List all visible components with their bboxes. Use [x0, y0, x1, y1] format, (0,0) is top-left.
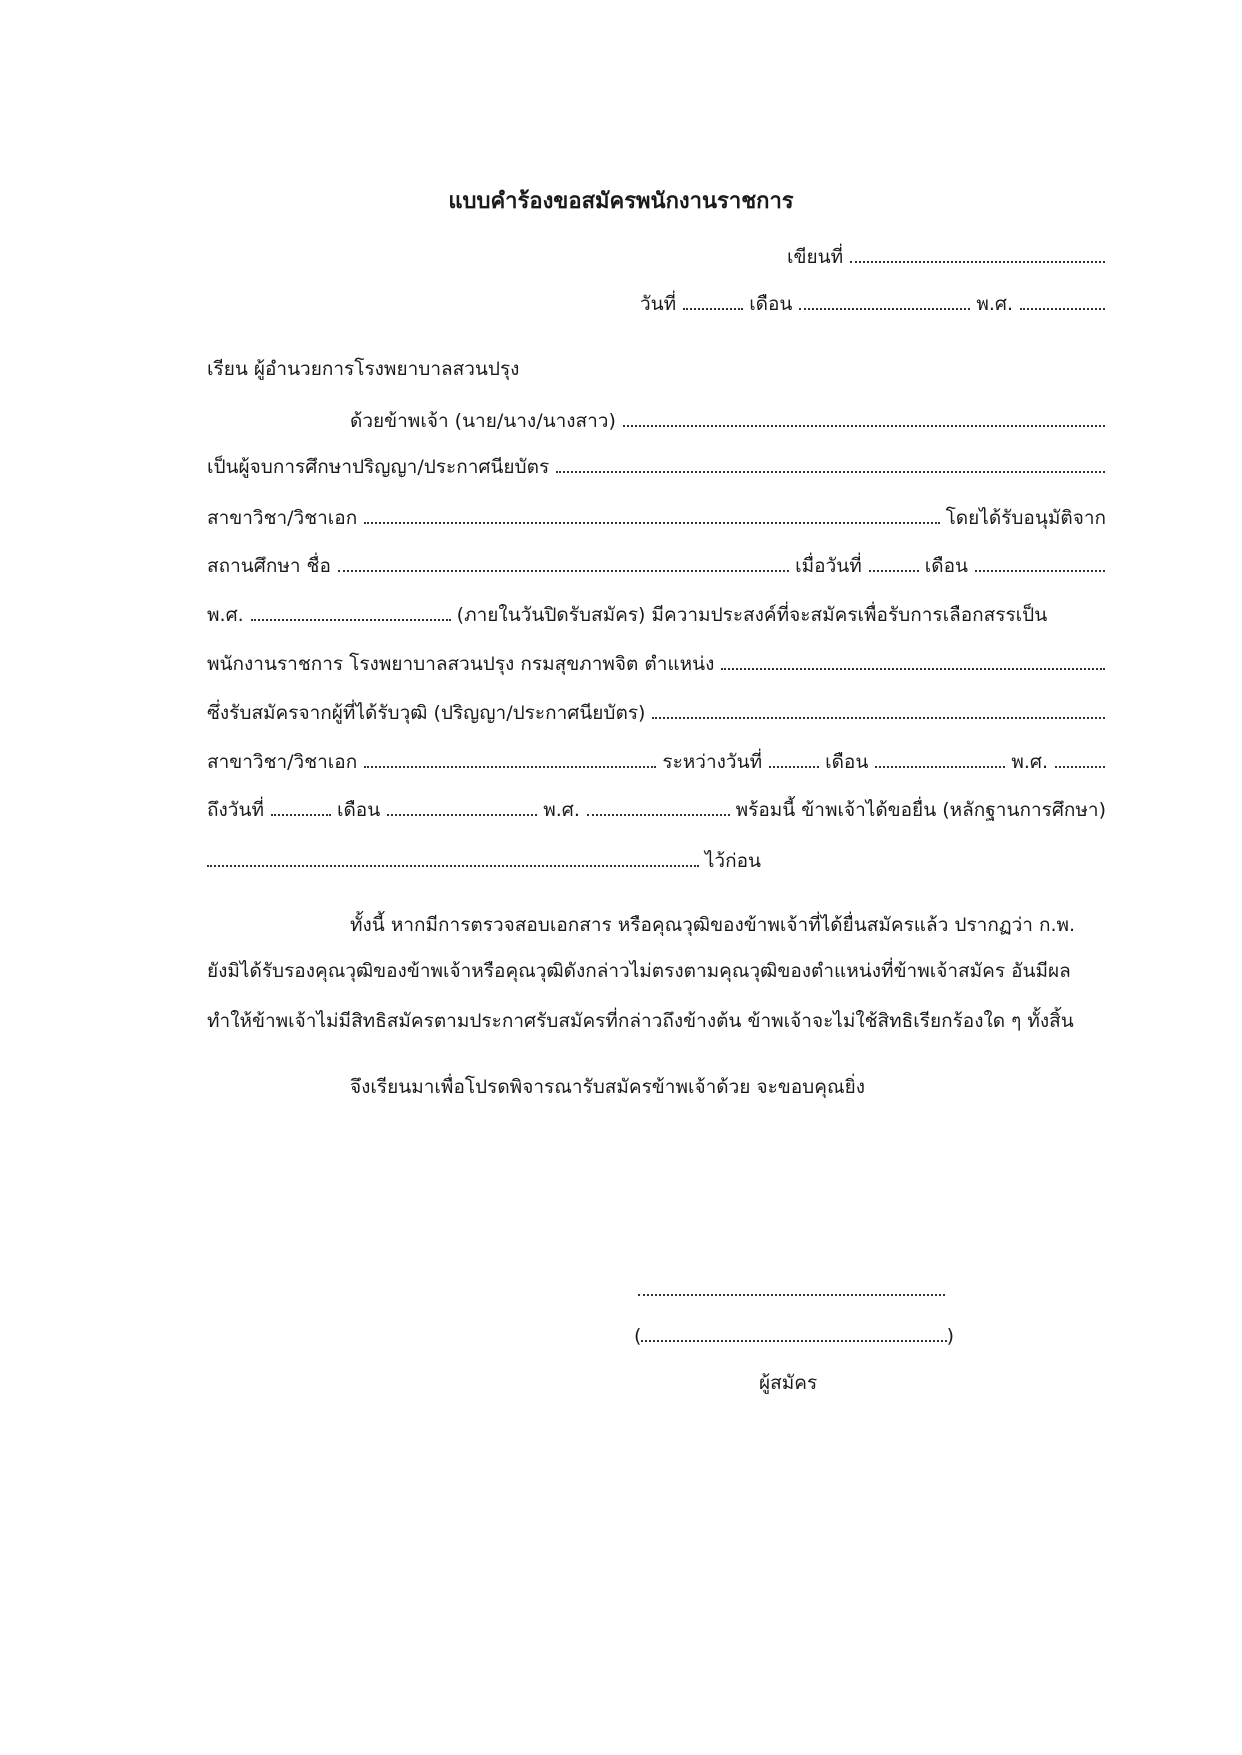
evidence-field[interactable]	[207, 865, 699, 867]
major-row	[207, 500, 1111, 530]
close-paren: )	[946, 1325, 954, 1347]
form-title: แบบคำร้องขอสมัครพนักงานราชการ	[448, 189, 794, 214]
graduation-year-field[interactable]	[251, 619, 451, 621]
month-label: เดือน	[749, 293, 793, 315]
date-label: วันที่	[640, 293, 677, 315]
evidence-suffix: ไว้ก่อน	[704, 850, 761, 872]
written-at-field[interactable]	[850, 261, 1105, 263]
salutation: เรียน ผู้อำนวยการโรงพยาบาลสวนปรุง	[207, 358, 520, 380]
position-label: พนักงานราชการ โรงพยาบาลสวนปรุง กรมสุขภาพจิต ตำแหน่ง	[207, 653, 715, 675]
applicant-role-label: ผู้สมัคร	[759, 1372, 818, 1394]
graduation-day-field[interactable]	[869, 570, 919, 572]
date-row	[640, 286, 1111, 316]
degree-row	[207, 449, 1111, 479]
applicant-name-label: ด้วยข้าพเจ้า (นาย/นาง/นางสาว)	[350, 410, 616, 432]
institution-row	[207, 548, 1111, 578]
date-year-field[interactable]	[1020, 308, 1105, 310]
required-degree-label: ซึ่งรับสมัครจากผู้ที่ได้รับวุฒิ (ปริญญา/ประกาศนียบัตร)	[207, 702, 646, 724]
degree-label: เป็นผู้จบการศึกษาปริญญา/ประกาศนียบัตร	[207, 456, 550, 478]
intent-text: (ภายในวันปิดรับสมัคร) มีความประสงค์ที่จะสมัครเพื่อรับการเลือกสรรเป็น	[456, 604, 1048, 626]
period-end-year-field[interactable]	[587, 814, 730, 816]
period-end-month-label: เดือน	[336, 799, 381, 821]
period-end-label: ถึงวันที่	[207, 799, 264, 821]
graduation-year-label: พ.ศ.	[207, 604, 244, 626]
graduation-month-field[interactable]	[975, 570, 1105, 572]
date-month-field[interactable]	[799, 308, 970, 310]
graduation-month-label: เดือน	[924, 555, 968, 577]
degree-field[interactable]	[556, 471, 1105, 473]
terms-line-2: ยังมิได้รับรองคุณวุฒิของข้าพเจ้าหรือคุณวุฒิดังกล่าวไม่ตรงตามคุณวุฒิของตำแหน่งที่ข้าพเจ้าสมัคร อันมีผล	[207, 960, 1071, 982]
applicant-name-row	[350, 403, 1111, 433]
period-start-month-field[interactable]	[875, 766, 1005, 768]
required-major-label: สาขาวิชา/วิชาเอก	[207, 751, 358, 773]
institution-field[interactable]	[338, 570, 789, 572]
period-end-month-field[interactable]	[387, 814, 537, 816]
printed-name-field[interactable]	[641, 1340, 946, 1342]
approved-from-label: โดยได้รับอนุมัติจาก	[945, 507, 1106, 529]
required-degree-row	[207, 695, 1111, 725]
major-field[interactable]	[364, 522, 939, 524]
applicant-name-field[interactable]	[623, 425, 1105, 427]
required-major-field[interactable]	[364, 766, 656, 768]
period-end-row	[207, 792, 1111, 822]
signature-field[interactable]	[638, 1294, 945, 1296]
graduation-date-label: เมื่อวันที่	[795, 555, 862, 577]
period-start-month-label: เดือน	[825, 751, 869, 773]
period-start-year-field[interactable]	[1055, 766, 1105, 768]
terms-line-1: ทั้งนี้ หากมีการตรวจสอบเอกสาร หรือคุณวุฒิของข้าพเจ้าที่ได้ยื่นสมัครแล้ว ปรากฏว่า ก.พ.	[350, 914, 1076, 936]
evidence-row	[207, 843, 766, 873]
closing-text: จึงเรียนมาเพื่อโปรดพิจารณารับสมัครข้าพเจ้าด้วย จะขอบคุณยิ่ง	[350, 1076, 865, 1098]
position-row	[207, 646, 1111, 676]
signature-row	[638, 1272, 951, 1302]
graduation-year-row	[207, 597, 1111, 627]
written-at-label: เขียนที่	[787, 246, 844, 268]
evidence-text: พร้อมนี้ ข้าพเจ้าได้ขอยื่น (หลักฐานการศึกษา)	[735, 799, 1106, 821]
period-end-day-field[interactable]	[271, 814, 331, 816]
period-start-day-field[interactable]	[769, 766, 819, 768]
written-at-row	[787, 239, 1111, 269]
position-field[interactable]	[721, 668, 1105, 670]
period-start-year-label: พ.ศ.	[1011, 751, 1048, 773]
institution-label: สถานศึกษา ชื่อ	[207, 555, 331, 577]
date-day-field[interactable]	[683, 308, 743, 310]
year-label: พ.ศ.	[976, 293, 1013, 315]
period-end-year-label: พ.ศ.	[543, 799, 580, 821]
major-label: สาขาวิชา/วิชาเอก	[207, 507, 358, 529]
printed-name-row	[634, 1318, 954, 1348]
period-start-label: ระหว่างวันที่	[662, 751, 763, 773]
required-degree-field[interactable]	[652, 717, 1105, 719]
terms-line-3: ทำให้ข้าพเจ้าไม่มีสิทธิสมัครตามประกาศรับสมัครที่กล่าวถึงข้างต้น ข้าพเจ้าจะไม่ใช้สิทธิเรียกร้องใด ๆ ทั้งสิ้น	[207, 1010, 1074, 1032]
salutation-row	[207, 351, 1111, 381]
open-paren: (	[634, 1325, 642, 1347]
required-major-row	[207, 744, 1111, 774]
